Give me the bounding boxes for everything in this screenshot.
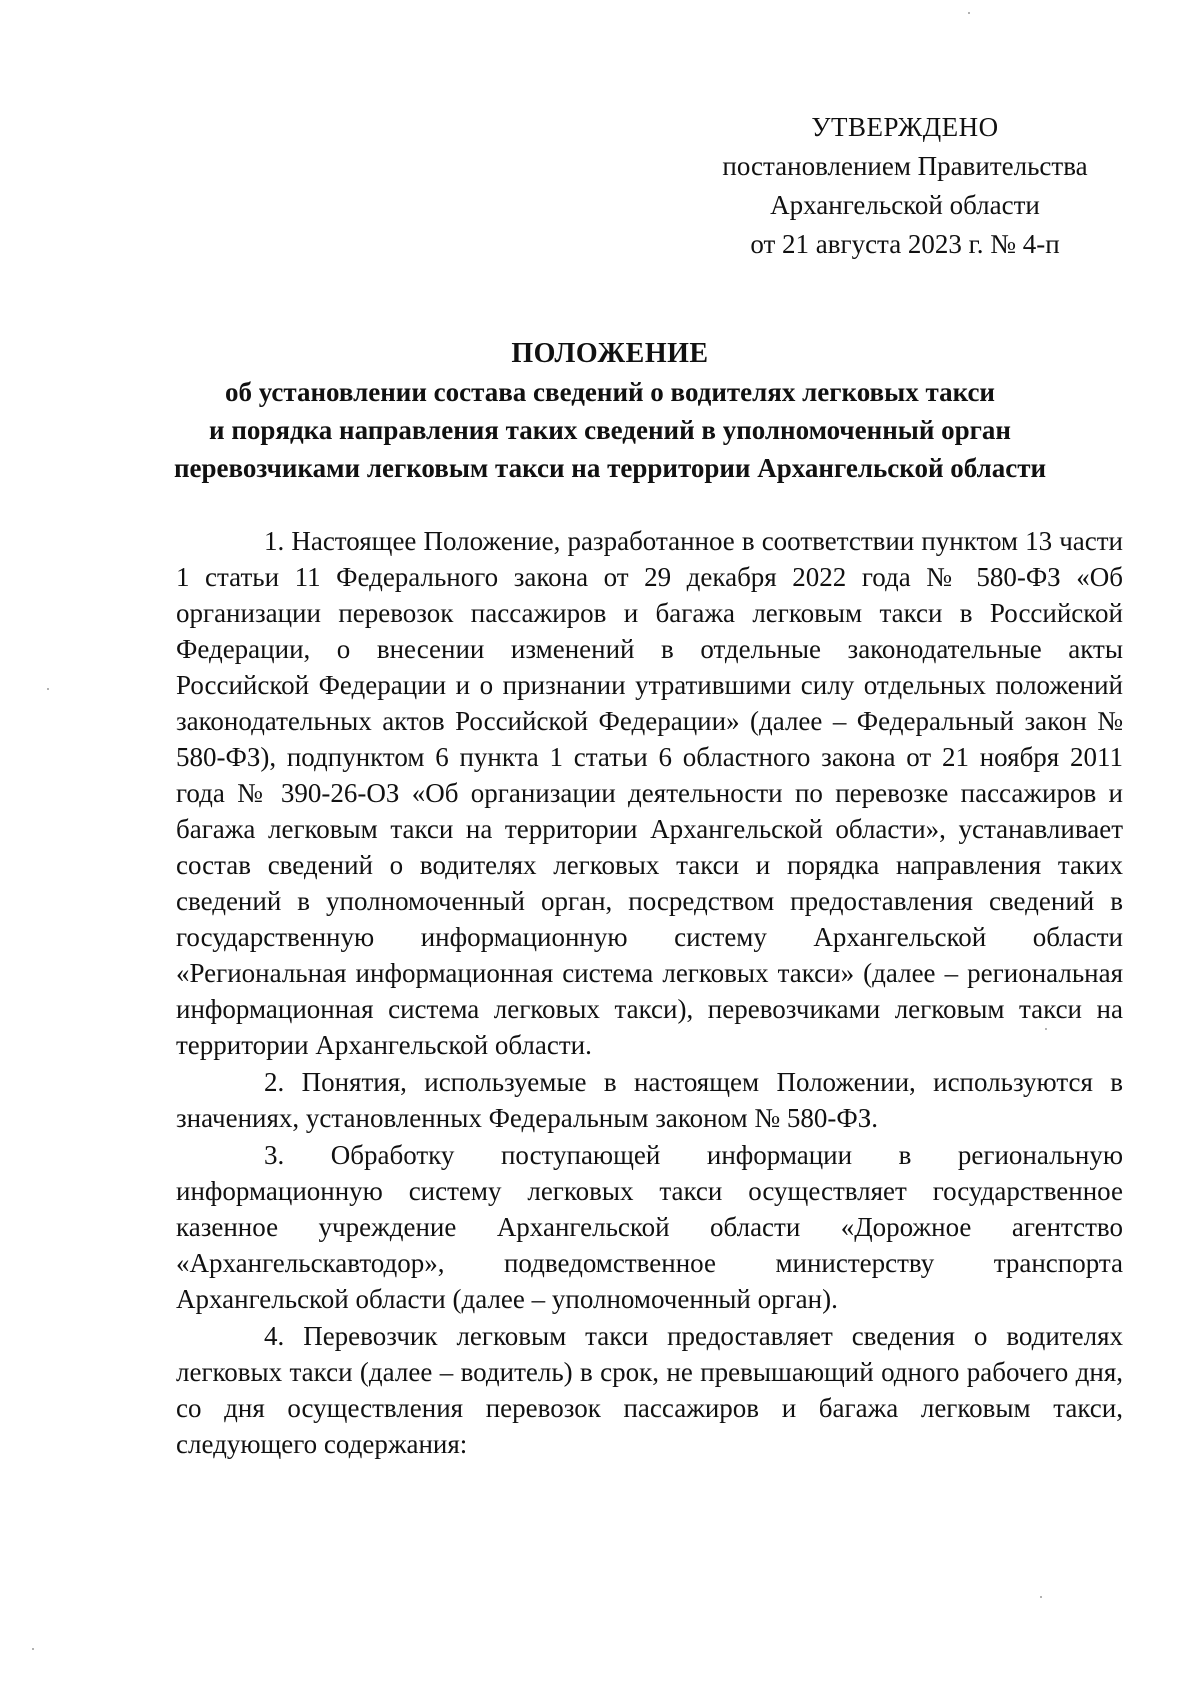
document-title <box>150 335 1070 487</box>
title-subtitle-line-3: перевозчиками легковым такси на территории Архангельской области <box>173 453 1047 483</box>
document-body <box>176 523 1123 1463</box>
scan-speck <box>1040 1596 1042 1598</box>
paragraph-2: 2. Понятия, используемые в настоящем Положении, используются в значениях, установленных Федеральным законом № 580-ФЗ. <box>176 1067 1123 1133</box>
approval-heading: УТВЕРЖДЕНО <box>811 112 999 142</box>
scan-speck <box>1045 1028 1047 1030</box>
title-subtitle-line-1: об установлении состава сведений о водителях легковых такси <box>225 377 995 407</box>
approval-stamp <box>690 108 1120 264</box>
paragraph-4: 4. Перевозчик легковым такси предоставляет сведения о водителях легковых такси (далее – водитель) в срок, не превышающий одного рабочего дня, со дня осуществления перевозок пассажиров и багажа легковым такси, следующего содержания: <box>176 1321 1123 1459</box>
title-main: ПОЛОЖЕНИЕ <box>511 338 709 369</box>
scan-speck <box>32 1648 34 1650</box>
title-subtitle-line-2: и порядка направления таких сведений в уполномоченный орган <box>209 415 1011 445</box>
approval-line-date: от 21 августа 2023 г. № 4-п <box>750 229 1060 259</box>
approval-line-resolution: постановлением Правительства <box>722 151 1088 181</box>
scan-speck <box>968 12 970 14</box>
scan-speck <box>47 688 49 690</box>
paragraph-1: 1. Настоящее Положение, разработанное в соответствии пунктом 13 части 1 статьи 11 Федерального закона от 29 декабря 2022 года № 580-ФЗ «Об организации перевозок пассажиров и багажа легковым такси в Российской Федерации, о внесении изменений в отдельные законодательные акты Российской Федерации и о признании утратившими силу отдельных положений законодательных актов Российской Федерации» (далее – Федеральный закон № 580-ФЗ), подпунктом 6 пункта 1 статьи 6 областного закона от 21 ноября 2011 года № 390-26-ОЗ «Об организации деятельности по перевозке пассажиров и багажа легковым такси на территории Архангельской области», устанавливает состав сведений о водителях легковых такси и порядка направления таких сведений в уполномоченный орган, посредством предоставления сведений в государственную информационную систему Архангельской области «Региональная информационная система легковых такси» (далее – региональная информационная система легковых такси), перевозчиками легковым такси на территории Архангельской области. <box>176 526 1123 1060</box>
paragraph-3: 3. Обработку поступающей информации в региональную информационную систему легковых такси осуществляет государственное казенное учреждение Архангельской области «Дорожное агентство «Архангельскавтодор», подведомственное министерству транспорта Архангельской области (далее – уполномоченный орган). <box>176 1140 1123 1314</box>
approval-line-region: Архангельской области <box>770 190 1040 220</box>
